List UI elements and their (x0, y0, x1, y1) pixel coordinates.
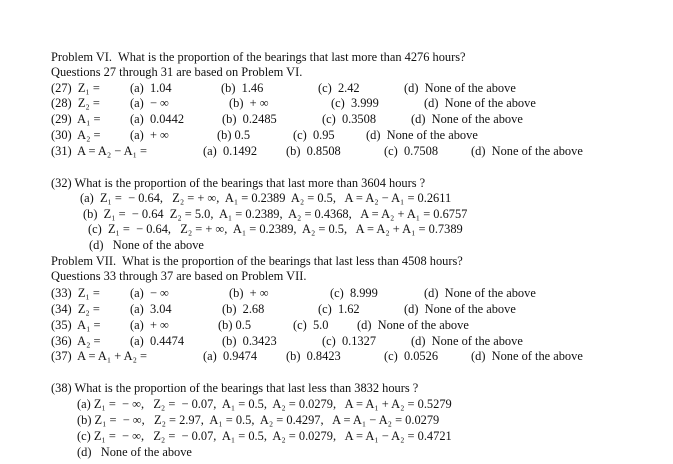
q38-option-d: (d) None of the above (77, 445, 192, 459)
q34-option-a: (a) 3.04 (130, 302, 172, 316)
q36-option-a: (a) 0.4474 (130, 334, 185, 348)
q31-option-c: (c) 0.7508 (384, 144, 439, 158)
q38-option-c: (c) Z₁ = − ∞, Z₂ = − 0.07, A₁ = 0.5, A₂ = 0.0279, A = A₁ − A₂ = 0.4721 (77, 429, 452, 443)
q35-option-b: (b) 0.5 (218, 318, 252, 332)
q32-title: (32) What is the proportion of the bearings that last more than 3604 hours ? (51, 176, 426, 190)
q28-option-d: (d) None of the above (424, 96, 536, 110)
q38-title: (38) What is the proportion of the bearings that last less than 3832 hours ? (51, 381, 419, 395)
q29-option-b: (b) 0.2485 (222, 112, 277, 126)
problem-vi-title: Problem VI. What is the proportion of the bearings that last more than 4276 hours? (51, 50, 466, 64)
q36-option-d: (d) None of the above (411, 334, 523, 348)
q32-option-b: (b) Z₁ = − 0.64 Z₂ = 5.0, A₁ = 0.2389, A₂ = 0.4368, A = A₂ + A₁ = 0.6757 (83, 207, 468, 221)
q30-option-b: (b) 0.5 (217, 128, 251, 142)
q27-option-b: (b) 1.46 (221, 81, 264, 95)
q28-option-a: (a) − ∞ (130, 96, 169, 110)
q30-option-d: (d) None of the above (366, 128, 478, 142)
q33-option-b: (b) + ∞ (229, 286, 269, 300)
q27-option-a: (a) 1.04 (130, 81, 172, 95)
q27-option-d: (d) None of the above (404, 81, 516, 95)
q32-option-a: (a) Z₁ = − 0.64, Z₂ = + ∞, A₁ = 0.2389 A₂ = 0.5, A = A₂ − A₁ = 0.2611 (80, 191, 452, 205)
q31-option-b: (b) 0.8508 (286, 144, 341, 158)
q29-option-c: (c) 0.3508 (322, 112, 377, 126)
q35-option-c: (c) 5.0 (293, 318, 329, 332)
problem-vii-title: Problem VII. What is the proportion of the bearings that last less than 4508 hours? (51, 254, 463, 268)
q36-option-c: (c) 0.1327 (322, 334, 377, 348)
q30-option-c: (c) 0.95 (293, 128, 335, 142)
q27-option-c: (c) 2.42 (318, 81, 360, 95)
q29-option-d: (d) None of the above (411, 112, 523, 126)
q29-label: (29) A₁ = (51, 112, 101, 126)
q33-option-d: (d) None of the above (424, 286, 536, 300)
q36-option-b: (b) 0.3423 (222, 334, 277, 348)
q32-option-d: (d) None of the above (89, 238, 204, 252)
q37-option-c: (c) 0.0526 (384, 349, 439, 363)
q34-option-d: (d) None of the above (404, 302, 516, 316)
q33-label: (33) Z₁ = (51, 286, 100, 300)
q34-option-b: (b) 2.68 (222, 302, 265, 316)
q30-option-a: (a) + ∞ (130, 128, 169, 142)
q28-option-c: (c) 3.999 (331, 96, 379, 110)
q32-option-c: (c) Z₁ = − 0.64, Z₂ = + ∞, A₁ = 0.2389, A₂ = 0.5, A = A₂ + A₁ = 0.7389 (88, 222, 463, 236)
q38-option-b: (b) Z₁ = − ∞, Z₂ = 2.97, A₁ = 0.5, A₂ = 0.4297, A = A₁ − A₂ = 0.0279 (77, 413, 440, 427)
q35-label: (35) A₁ = (51, 318, 101, 332)
q34-option-c: (c) 1.62 (318, 302, 360, 316)
q28-option-b: (b) + ∞ (229, 96, 269, 110)
q37-option-b: (b) 0.8423 (286, 349, 341, 363)
problem-vii-intro: Questions 33 through 37 are based on Problem VII. (51, 269, 307, 283)
q29-option-a: (a) 0.0442 (130, 112, 185, 126)
q37-option-a: (a) 0.9474 (203, 349, 258, 363)
q31-label: (31) A = A₂ − A₁ = (51, 144, 148, 158)
q30-label: (30) A₂ = (51, 128, 101, 142)
q33-option-c: (c) 8.999 (330, 286, 378, 300)
q31-option-a: (a) 0.1492 (203, 144, 258, 158)
q37-label: (37) A = A₁ + A₂ = (51, 349, 148, 363)
q38-option-a: (a) Z₁ = − ∞, Z₂ = − 0.07, A₁ = 0.5, A₂ = 0.0279, A = A₁ + A₂ = 0.5279 (77, 397, 452, 411)
q37-option-d: (d) None of the above (471, 349, 583, 363)
q35-option-d: (d) None of the above (357, 318, 469, 332)
q27-label: (27) Z₁ = (51, 81, 100, 95)
q31-option-d: (d) None of the above (471, 144, 583, 158)
q36-label: (36) A₂ = (51, 334, 101, 348)
q28-label: (28) Z₂ = (51, 96, 100, 110)
q34-label: (34) Z₂ = (51, 302, 100, 316)
q33-option-a: (a) − ∞ (130, 286, 169, 300)
problem-vi-intro: Questions 27 through 31 are based on Problem VI. (51, 65, 303, 79)
q35-option-a: (a) + ∞ (130, 318, 169, 332)
